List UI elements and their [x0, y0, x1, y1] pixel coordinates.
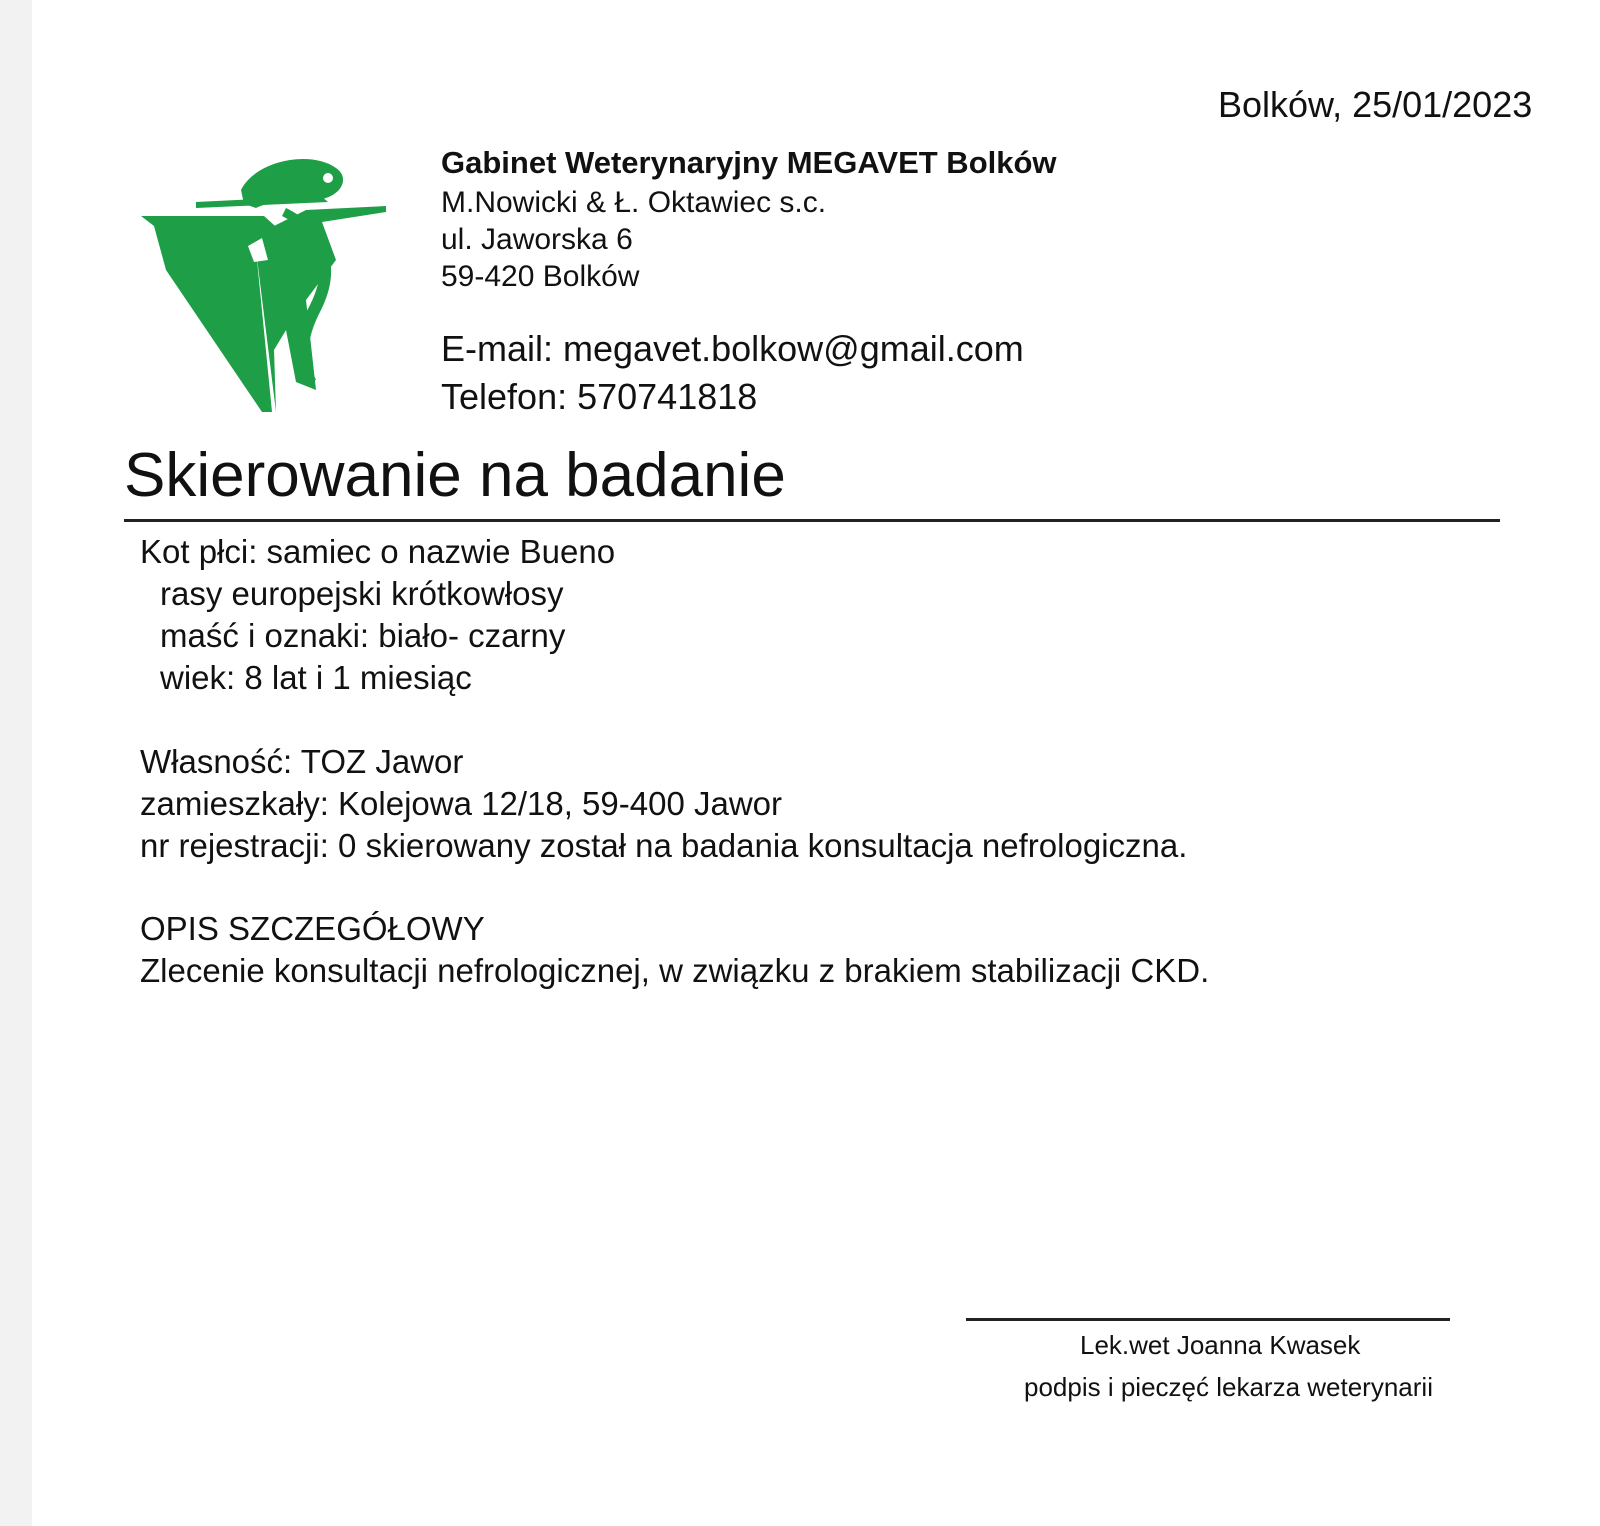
animal-breed: rasy europejski krótkowłosy — [160, 575, 564, 612]
document-title: Skierowanie na badanie — [124, 441, 786, 510]
registration-line: nr rejestracji: 0 skierowany został na badania konsultacja nefrologiczna. — [140, 827, 1188, 864]
animal-age: wiek: 8 lat i 1 miesiąc — [160, 659, 472, 696]
details-text: Zlecenie konsultacji nefrologicznej, w związku z brakiem stabilizacji CKD. — [140, 952, 1210, 989]
date-place: Bolków, 25/01/2023 — [1218, 84, 1533, 125]
clinic-city: 59-420 Bolków — [441, 260, 640, 293]
signature-name: Lek.wet Joanna Kwasek — [1080, 1330, 1361, 1360]
clinic-owners: M.Nowicki & Ł. Oktawiec s.c. — [441, 186, 827, 219]
signature-line — [966, 1318, 1450, 1321]
clinic-email: E-mail: megavet.bolkow@gmail.com — [441, 328, 1024, 369]
signature-caption: podpis i pieczęć lekarza weterynarii — [1024, 1372, 1433, 1402]
owner-ownership: Własność: TOZ Jawor — [140, 743, 464, 780]
clinic-name: Gabinet Weterynaryjny MEGAVET Bolków — [441, 145, 1057, 180]
owner-address: zamieszkały: Kolejowa 12/18, 59-400 Jawor — [140, 785, 783, 822]
document-page — [32, 0, 1600, 1526]
vet-logo-icon — [136, 150, 416, 422]
clinic-phone: Telefon: 570741818 — [441, 376, 758, 417]
animal-color: maść i oznaki: biało- czarny — [160, 617, 566, 654]
title-divider — [124, 519, 1500, 522]
animal-sex-name: Kot płci: samiec o nazwie Bueno — [140, 533, 616, 570]
details-heading: OPIS SZCZEGÓŁOWY — [140, 910, 485, 947]
clinic-street: ul. Jaworska 6 — [441, 223, 633, 256]
